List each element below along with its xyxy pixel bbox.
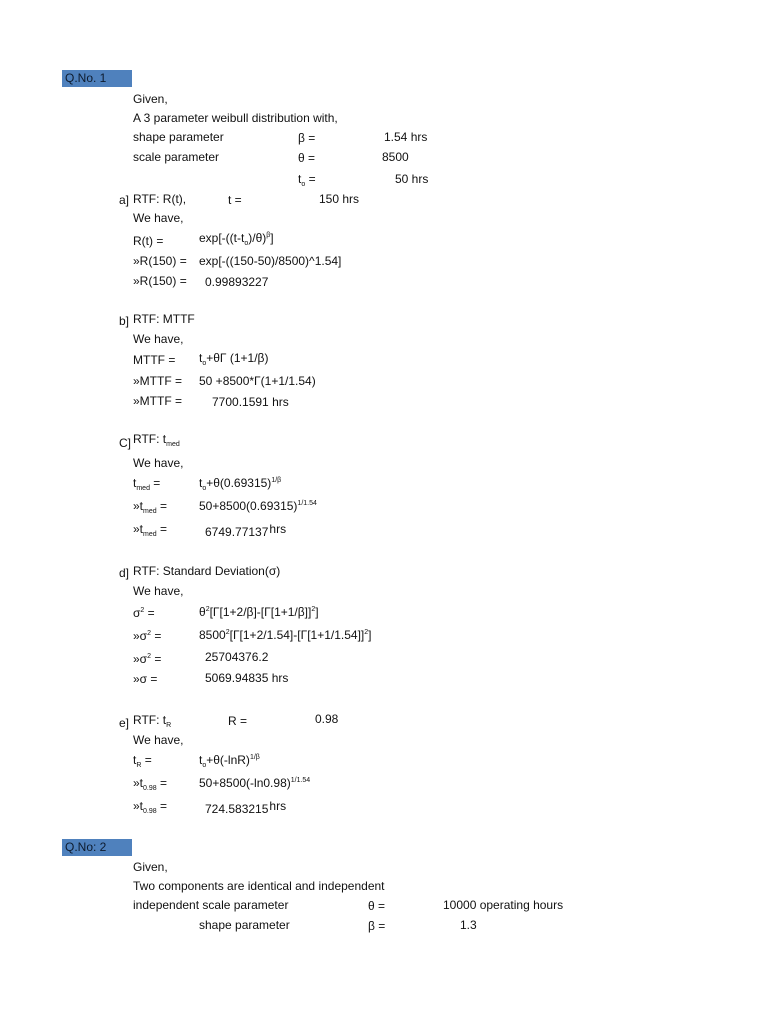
part-a-t-label: t = (228, 193, 242, 207)
part-e-line1-right (199, 753, 260, 767)
part-c-l2-a: »t (133, 499, 144, 513)
part-d-l2-a: »σ (133, 629, 148, 643)
part-b-line1-left: MTTF = (133, 353, 176, 367)
part-d-l1-a: σ (133, 606, 141, 620)
part-d-line3-left (133, 652, 161, 666)
part-d-r1-b: [Γ[1+2/β]-[Γ[1+1/β]] (209, 605, 312, 619)
part-d-line2-left (133, 629, 161, 643)
part-d-l1-sup: 2 (140, 607, 145, 614)
part-b-line2-right: 50 +8500*Γ(1+1/1.54) (199, 374, 316, 388)
q1-t0-base: t (298, 172, 302, 186)
part-b-tag: b] (119, 314, 130, 328)
part-e-l2-b: = (156, 776, 167, 790)
part-e-r1-b: +θ(-lnR) (206, 753, 250, 767)
part-e-line2-right (199, 776, 310, 790)
part-d-result (205, 671, 288, 685)
part-d-r1-a: θ (199, 605, 206, 619)
part-e-r1-sub: o (202, 762, 207, 769)
part-b-line2-left: »MTTF = (133, 374, 183, 388)
q2-given: Given, (133, 860, 168, 874)
part-d-tag: d] (119, 566, 130, 580)
part-d-l3-sup: 2 (147, 653, 151, 660)
part-e-title (133, 713, 171, 727)
part-e-line3-left (133, 799, 167, 813)
part-a-line2-right: exp[-((150-50)/8500)^1.54] (199, 254, 342, 268)
q2-shape-value: 1.3 (460, 918, 477, 932)
part-e-l2-a: »t (133, 776, 144, 790)
part-d-l1-b: = (144, 606, 155, 620)
part-e-line1-left (133, 753, 152, 767)
q1-t0-equals: = (305, 172, 316, 186)
part-d-title: RTF: Standard Deviation(σ) (133, 564, 281, 578)
part-e-r-label: R = (228, 714, 248, 728)
q1-t0-symbol (298, 172, 316, 186)
q2-shape-symbol: β = (368, 919, 386, 933)
part-e-result-unit: hrs (269, 799, 287, 813)
q1-shape-label: shape parameter (133, 130, 224, 144)
part-b-result-unit: hrs (272, 395, 289, 409)
part-d-line1-left (133, 606, 155, 620)
q1-description: A 3 parameter weibull distribution with, (133, 111, 338, 125)
part-d-line3-right: 25704376.2 (205, 650, 269, 664)
q2-shape-label: shape parameter (199, 918, 290, 932)
part-d-r1-c: ] (315, 605, 319, 619)
part-b-title: RTF: MTTF (133, 312, 195, 326)
part-c-l1-sub: med (136, 485, 150, 492)
part-b-formula-a: t (199, 351, 203, 365)
part-d-r1-sup: 2 (205, 606, 210, 613)
part-a-formula-sub: o (244, 240, 249, 247)
part-c-result-value: 6749.77137 (205, 525, 269, 539)
q1-shape-value: 1.54 hrs (384, 130, 428, 144)
part-c-r2-a: 50+8500(0.69315) (199, 499, 298, 513)
part-c-result-unit: hrs (269, 522, 287, 536)
part-c-r1-b: +θ(0.69315) (206, 476, 272, 490)
part-a-result: 0.99893227 (205, 275, 269, 289)
part-c-r1-sup: 1/β (271, 477, 282, 484)
part-e-l1-a: t (133, 753, 137, 767)
part-e-result-value: 724.583215 (205, 802, 269, 816)
part-c-line1-left (133, 476, 160, 490)
part-e-r1-sup: 1/β (249, 754, 260, 761)
q1-shape-symbol: β = (298, 131, 316, 145)
part-b-line1-right (199, 351, 268, 365)
part-a-formula-a: exp[-((t-t (199, 231, 245, 245)
part-d-r2-sup2: 2 (364, 629, 369, 636)
part-d-we-have: We have, (133, 584, 184, 598)
part-c-l2-sub: med (143, 508, 157, 515)
part-d-r1-sup2: 2 (311, 606, 316, 613)
part-c-we-have: We have, (133, 456, 184, 470)
part-c-r1-a: t (199, 476, 203, 490)
part-b-result (212, 395, 289, 409)
part-d-l3-b: = (151, 652, 162, 666)
part-e-l3-b: = (156, 799, 167, 813)
part-e-l1-b: = (141, 753, 152, 767)
part-c-l1-b: = (149, 476, 161, 490)
question-1-header (62, 70, 132, 87)
part-d-line2-right (199, 628, 372, 642)
part-c-title (133, 432, 180, 446)
q1-scale-label: scale parameter (133, 150, 220, 164)
part-c-l3-sub: med (143, 531, 157, 538)
part-c-l2-b: = (156, 499, 167, 513)
part-c-line1-right (199, 476, 281, 490)
part-b-formula-sub: o (202, 360, 207, 367)
part-e-we-have: We have, (133, 733, 184, 747)
part-a-line1-left: R(t) = (133, 234, 164, 248)
part-d-l3-a: »σ (133, 652, 148, 666)
part-e-r-value: 0.98 (315, 712, 339, 726)
part-a-t-value: 150 hrs (319, 192, 360, 206)
part-e-r2-a: 50+8500(-ln0.98) (199, 776, 291, 790)
part-a-formula-c: ] (270, 231, 274, 245)
part-a-formula-sup: β (266, 232, 271, 239)
part-a-line1-right (199, 231, 274, 245)
part-d-r2-a: 8500 (199, 628, 226, 642)
part-a-formula-b: )/θ) (248, 231, 267, 245)
part-e-r1-a: t (199, 753, 203, 767)
part-a-tag: a] (119, 193, 130, 207)
part-d-line4-left: »σ = (133, 672, 158, 686)
part-e-l3-a: »t (133, 799, 144, 813)
part-c-tag: C] (119, 436, 131, 450)
part-b-result-value: 7700.1591 (212, 395, 269, 409)
q2-description: Two components are identical and independent (133, 879, 385, 893)
part-c-result (205, 522, 287, 539)
part-c-r1-sub: o (202, 485, 207, 492)
question-2-header (62, 839, 132, 856)
q2-scale-label: independent scale parameter (133, 898, 289, 912)
part-d-r2-b: [Γ[1+2/1.54]-[Γ[1+1/1.54]] (229, 628, 365, 642)
part-e-result (205, 799, 287, 816)
part-a-line3-left: »R(150) = (133, 274, 187, 288)
question-1-header-label: Q.No. 1 (65, 71, 107, 85)
part-e-l1-sub: R (136, 762, 142, 769)
part-d-l2-sup: 2 (147, 630, 151, 637)
q2-scale-symbol: θ = (368, 899, 386, 913)
part-d-r2-sup: 2 (225, 629, 230, 636)
part-b-we-have: We have, (133, 332, 184, 346)
q1-t0-subscript: o (301, 181, 306, 188)
part-c-r2-sup: 1/1.54 (297, 500, 317, 507)
part-d-l2-b: = (151, 629, 162, 643)
q1-scale-symbol: θ = (298, 151, 316, 165)
part-e-title-sub: R (166, 722, 172, 729)
part-e-line2-left (133, 776, 167, 790)
part-d-result-unit: hrs (271, 671, 289, 685)
part-d-line1-right (199, 605, 319, 619)
part-c-line2-left (133, 499, 167, 513)
part-c-title-text: RTF: t (133, 432, 167, 446)
part-d-r2-c: ] (368, 628, 372, 642)
part-a-line2-left: »R(150) = (133, 254, 187, 268)
part-c-line2-right (199, 499, 317, 513)
part-b-line3-left: »MTTF = (133, 394, 183, 408)
part-e-tag: e] (119, 716, 130, 730)
part-c-line3-left (133, 522, 167, 536)
part-c-l3-b: = (156, 522, 167, 536)
q1-given: Given, (133, 92, 168, 106)
part-b-formula-b: +θΓ (1+1/β) (206, 351, 269, 365)
part-c-l1-a: t (133, 476, 137, 490)
part-c-title-sub: med (166, 441, 180, 448)
part-e-l3-sub: 0.98 (143, 808, 157, 815)
q2-scale-value: 10000 operating hours (443, 898, 564, 912)
q1-t0-value: 50 hrs (395, 172, 429, 186)
part-a-we-have: We have, (133, 211, 184, 225)
q1-scale-value: 8500 (382, 150, 409, 164)
part-e-l2-sub: 0.98 (143, 785, 157, 792)
part-a-title: RTF: R(t), (133, 192, 187, 206)
part-d-result-value: 5069.94835 (205, 671, 269, 685)
question-2-header-label: Q.No: 2 (65, 840, 107, 854)
part-e-title-text: RTF: t (133, 713, 167, 727)
part-e-r2-sup: 1/1.54 (290, 777, 311, 784)
part-c-l3-a: »t (133, 522, 144, 536)
